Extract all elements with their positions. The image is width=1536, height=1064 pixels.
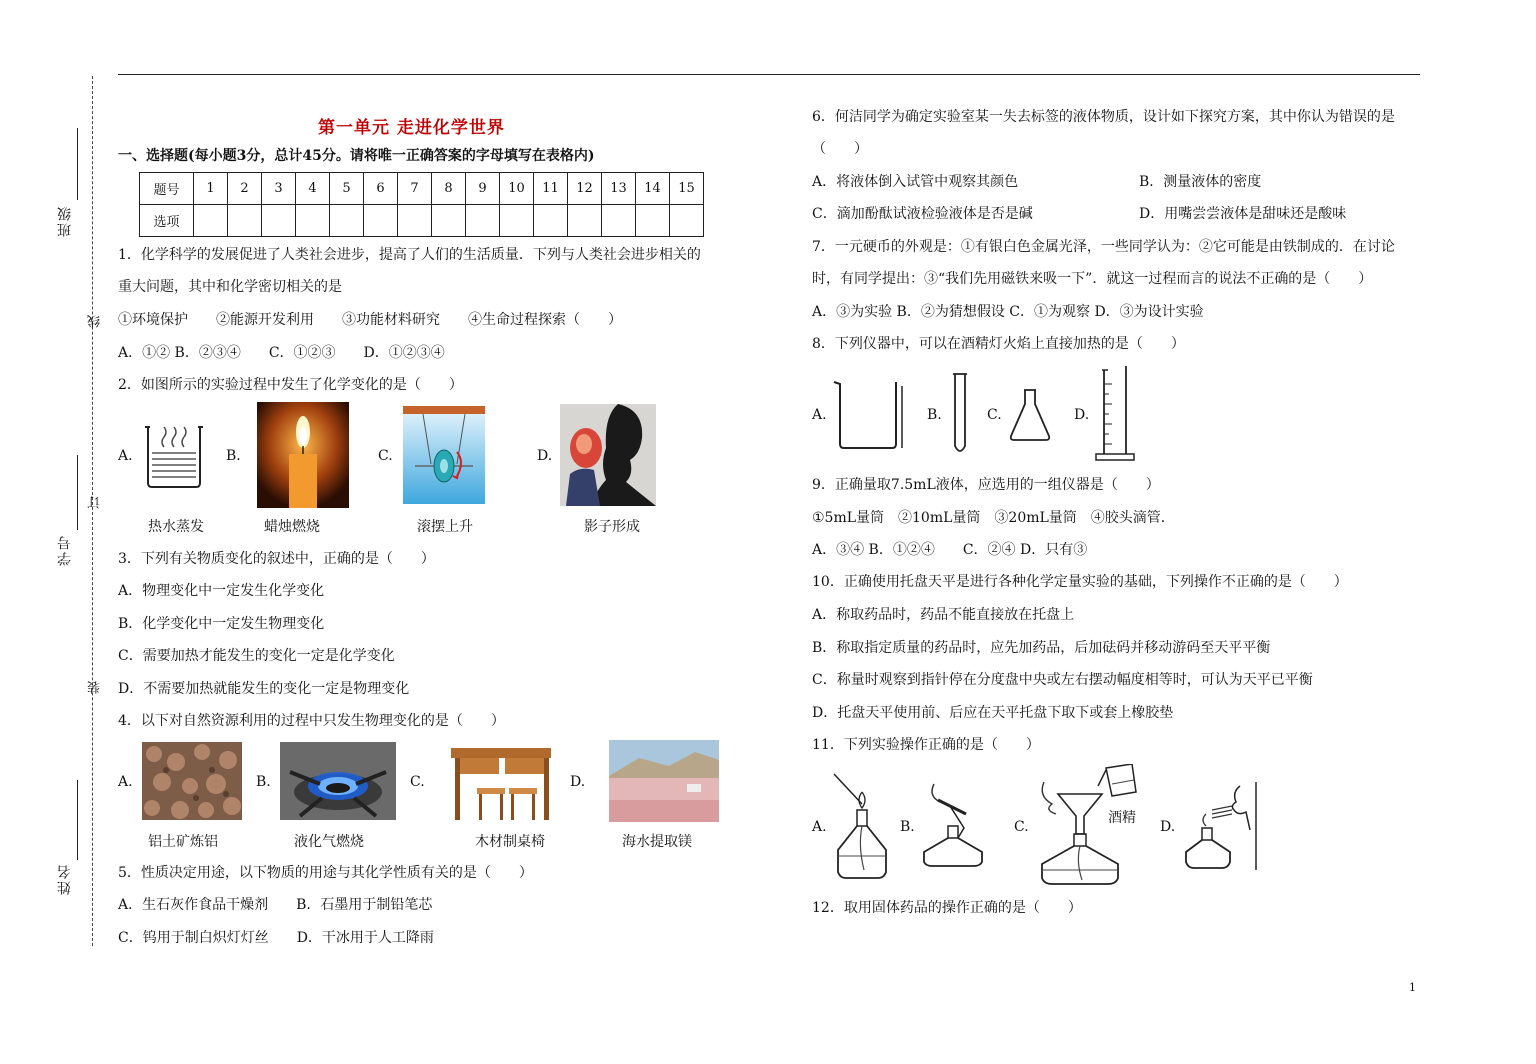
q1-options: A．①② B．②③④ C．①②③ D．①②③④ bbox=[118, 345, 445, 361]
q2-caption-c: 滚摆上升 bbox=[417, 519, 473, 535]
q4-text: 4．以下对自然资源利用的过程中只发生物理变化的是（ ） bbox=[118, 713, 505, 729]
burning-candle-image bbox=[257, 402, 349, 508]
q6-text-line2: （ ） bbox=[812, 141, 868, 157]
maxwell-pendulum-image bbox=[403, 406, 485, 504]
q4-caption-b: 液化气燃烧 bbox=[294, 834, 364, 850]
blowing-out-lamp-image bbox=[1180, 780, 1258, 872]
table-cell: 14 bbox=[636, 173, 670, 205]
q11-option-b: B. bbox=[900, 819, 915, 835]
answer-cell[interactable] bbox=[466, 205, 500, 237]
student-number-label: 学号 bbox=[57, 534, 73, 566]
graduated-cylinder-image bbox=[1094, 364, 1136, 464]
q3-option-c: C．需要加热才能发生的变化一定是化学变化 bbox=[118, 648, 395, 664]
q6-option-a: A．将液体倒入试管中观察其颜色 bbox=[812, 174, 1019, 190]
name-label: 姓名 bbox=[57, 863, 73, 895]
table-row bbox=[140, 173, 704, 205]
hot-water-beaker-image bbox=[142, 421, 206, 489]
answer-cell[interactable] bbox=[432, 205, 466, 237]
q2-option-b: B. bbox=[226, 448, 241, 464]
wooden-desk-chair-image bbox=[447, 742, 557, 822]
class-label: 班级 bbox=[57, 205, 73, 237]
q7-text-line1: 7．一元硬币的外观是：①有银白色金属光泽，一些同学认为：②它可能是由铁制成的．在讨论 bbox=[812, 239, 1395, 255]
q4-option-d: D. bbox=[570, 774, 586, 790]
q1-text-line2: 重大问题，其中和化学密切相关的是 bbox=[118, 279, 342, 295]
answer-cell[interactable] bbox=[568, 205, 602, 237]
answer-cell[interactable] bbox=[602, 205, 636, 237]
table-cell: 12 bbox=[568, 173, 602, 205]
q8-text: 8．下列仪器中，可以在酒精灯火焰上直接加热的是（ ） bbox=[812, 336, 1185, 352]
q6-text-line1: 6．何洁同学为确定实验室某一失去标签的液体物质，设计如下探究方案，其中你认为错误的是 bbox=[812, 109, 1395, 125]
q4-caption-a: 铝土矿炼铝 bbox=[148, 834, 218, 850]
page-title: 第一单元 走进化学世界 bbox=[318, 118, 505, 138]
table-cell: 7 bbox=[398, 173, 432, 205]
answer-cell[interactable] bbox=[330, 205, 364, 237]
q11-option-a: A. bbox=[812, 819, 827, 835]
alcohol-label-text: 酒精 bbox=[1108, 810, 1136, 826]
table-cell: 5 bbox=[330, 173, 364, 205]
q12-text: 12．取用固体药品的操作正确的是（ ） bbox=[812, 900, 1082, 916]
conical-flask-image bbox=[1008, 388, 1052, 442]
answer-cell[interactable] bbox=[194, 205, 228, 237]
table-cell: 3 bbox=[262, 173, 296, 205]
gas-stove-flame-image bbox=[280, 742, 396, 820]
binding-mark-ding: 订 bbox=[88, 496, 103, 509]
table-cell: 15 bbox=[670, 173, 704, 205]
answer-cell[interactable] bbox=[296, 205, 330, 237]
q4-caption-c: 木材制桌椅 bbox=[475, 834, 545, 850]
answer-table bbox=[139, 172, 704, 237]
table-header-option: 选项 bbox=[140, 205, 194, 237]
q10-text: 10．正确使用托盘天平是进行各种化学定量实验的基础，下列操作不正确的是（ ） bbox=[812, 574, 1348, 590]
q2-caption-a: 热水蒸发 bbox=[148, 519, 204, 535]
q2-text: 2．如图所示的实验过程中发生了化学变化的是（ ） bbox=[118, 377, 463, 393]
name-underline bbox=[77, 780, 78, 860]
test-tube-image bbox=[950, 372, 970, 456]
table-cell: 6 bbox=[364, 173, 398, 205]
q4-option-b: B. bbox=[256, 774, 271, 790]
answer-cell[interactable] bbox=[228, 205, 262, 237]
answer-cell[interactable] bbox=[364, 205, 398, 237]
q3-option-d: D．不需要加热就能发生的变化一定是物理变化 bbox=[118, 681, 410, 697]
q6-option-b: B．测量液体的密度 bbox=[1139, 174, 1262, 190]
binding-dashed-line bbox=[92, 76, 93, 946]
q3-option-b: B．化学变化中一定发生物理变化 bbox=[118, 616, 325, 632]
q8-option-b: B. bbox=[927, 407, 942, 423]
seawater-magnesium-image bbox=[609, 740, 719, 822]
table-header-number: 题号 bbox=[140, 173, 194, 205]
q7-text-line2: 时，有同学提出：③“我们先用磁铁来吸一下”．就这一过程而言的说法不正确的是（ ） bbox=[812, 271, 1373, 287]
table-cell: 1 bbox=[194, 173, 228, 205]
q2-option-c: C. bbox=[378, 448, 393, 464]
q8-option-d: D. bbox=[1074, 407, 1090, 423]
top-rule bbox=[118, 74, 1420, 75]
q9-text: 9．正确量取7.5mL液体，应选用的一组仪器是（ ） bbox=[812, 477, 1160, 493]
q11-option-c: C. bbox=[1014, 819, 1029, 835]
q10-option-b: B．称取指定质量的药品时，应先加药品，后加砝码并移动游码至天平平衡 bbox=[812, 640, 1271, 656]
q3-option-a: A．物理变化中一定发生化学变化 bbox=[118, 583, 325, 599]
q7-options: A．③为实验 B．②为猜想假设 C．①为观察 D．③为设计实验 bbox=[812, 304, 1204, 320]
q11-option-d: D. bbox=[1160, 819, 1176, 835]
q2-caption-b: 蜡烛燃烧 bbox=[264, 519, 320, 535]
q8-option-a: A. bbox=[812, 407, 827, 423]
q5-options-cd: C．钨用于制白炽灯灯丝 D．干冰用于人工降雨 bbox=[118, 930, 434, 946]
q9-options: A．③④ B．①②④ C．②④ D．只有③ bbox=[812, 542, 1088, 558]
q5-text: 5．性质决定用途，以下物质的用途与其化学性质有关的是（ ） bbox=[118, 865, 533, 881]
binding-mark-line: 线 bbox=[88, 315, 103, 328]
q9-items: ①5mL量筒 ②10mL量筒 ③20mL量筒 ④胶头滴管． bbox=[812, 510, 1175, 526]
class-underline bbox=[77, 128, 78, 200]
answer-cell[interactable] bbox=[636, 205, 670, 237]
q6-option-c: C．滴加酚酞试液检验液体是否是碱 bbox=[812, 206, 1033, 222]
q2-option-a: A. bbox=[118, 448, 133, 464]
answer-cell[interactable] bbox=[262, 205, 296, 237]
tilting-lamp-lighting-image bbox=[918, 780, 992, 868]
table-cell: 10 bbox=[500, 173, 534, 205]
table-cell: 11 bbox=[534, 173, 568, 205]
section-heading: 一、选择题(每小题3分，总计45分。请将唯一正确答案的字母填写在表格内) bbox=[118, 148, 595, 164]
q4-option-a: A. bbox=[118, 774, 133, 790]
q10-option-d: D．托盘天平使用前、后应在天平托盘下取下或套上橡胶垫 bbox=[812, 705, 1174, 721]
table-cell: 2 bbox=[228, 173, 262, 205]
page-number: 1 bbox=[1409, 981, 1416, 994]
q2-caption-d: 影子形成 bbox=[584, 519, 640, 535]
q10-option-a: A．称取药品时，药品不能直接放在托盘上 bbox=[812, 607, 1075, 623]
q8-option-c: C. bbox=[987, 407, 1002, 423]
q11-text: 11．下列实验操作正确的是（ ） bbox=[812, 737, 1040, 753]
q10-option-c: C．称量时观察到指针停在分度盘中央或左右摆动幅度相等时，可认为天平已平衡 bbox=[812, 672, 1313, 688]
answer-cell[interactable] bbox=[534, 205, 568, 237]
beaker-image bbox=[830, 378, 904, 450]
table-cell: 8 bbox=[432, 173, 466, 205]
q1-text-line1: 1．化学科学的发展促进了人类社会进步，提高了人们的生活质量．下列与人类社会进步相关的 bbox=[118, 247, 701, 263]
answer-cell[interactable] bbox=[670, 205, 704, 237]
q3-text: 3．下列有关物质变化的叙述中，正确的是（ ） bbox=[118, 551, 435, 567]
table-cell: 4 bbox=[296, 173, 330, 205]
shadow-formation-image bbox=[560, 404, 656, 506]
q1-items: ①环境保护 ②能源开发利用 ③功能材料研究 ④生命过程探索（ ） bbox=[118, 312, 622, 328]
binding-mark-zhuang: 装 bbox=[88, 681, 103, 694]
table-row bbox=[140, 205, 704, 237]
q2-option-d: D. bbox=[537, 448, 553, 464]
bauxite-ore-image bbox=[142, 742, 242, 820]
answer-cell[interactable] bbox=[398, 205, 432, 237]
table-cell: 13 bbox=[602, 173, 636, 205]
q4-option-c: C. bbox=[410, 774, 425, 790]
table-cell: 9 bbox=[466, 173, 500, 205]
q5-options-ab: A．生石灰作食品干燥剂 B．石墨用于制铅笔芯 bbox=[118, 897, 433, 913]
q4-caption-d: 海水提取镁 bbox=[622, 834, 692, 850]
q6-option-d: D．用嘴尝尝液体是甜味还是酸味 bbox=[1139, 206, 1347, 222]
lighting-alcohol-lamp-image bbox=[832, 770, 892, 882]
student-number-underline bbox=[77, 455, 78, 530]
answer-cell[interactable] bbox=[500, 205, 534, 237]
